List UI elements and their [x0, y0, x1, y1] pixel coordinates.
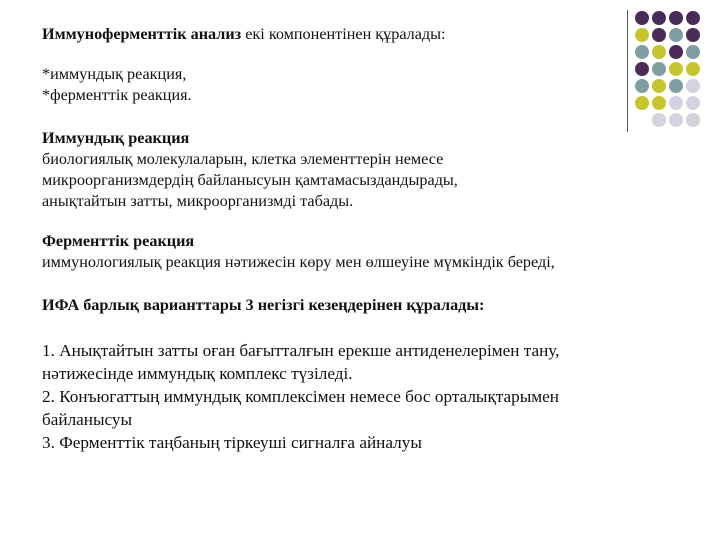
stage-line: 3. Ферменттік таңбаның тіркеуші сигналға айналуы	[42, 433, 422, 452]
stage-line: нәтижесінде иммундық комплекс түзіледі.	[42, 364, 353, 383]
dot-purple	[652, 11, 666, 25]
slide-body	[42, 24, 692, 454]
enzyme-heading: Ферменттік реакция	[42, 232, 195, 250]
intro-rest: екі компонентінен құралады:	[241, 25, 446, 43]
stage-line: байланысуы	[42, 410, 133, 429]
intro-bold: Иммуноферменттік анализ	[42, 25, 242, 43]
immune-line: анықтайтын затты, микроорганизмді табады.	[42, 192, 354, 210]
immune-heading: Иммундық реакция	[42, 129, 190, 147]
stage-line: 2. Конъюгаттың иммундық комплексімен немесе бос орталықтарымен	[42, 387, 559, 406]
enzyme-line: иммунологиялық реакция нәтижесін көру мен өлшеуіне мүмкіндік береді,	[42, 253, 555, 271]
immune-line: биологиялық молекулаларын, клетка элементтерін немесе	[42, 150, 444, 168]
immune-line: микроорганизмдердің байланысуын қамтамасыздандырады,	[42, 171, 458, 189]
dot-purple	[635, 11, 649, 25]
component-item: *иммундық реакция,	[42, 65, 187, 83]
dot-purple	[686, 11, 700, 25]
intro-line	[42, 24, 692, 45]
stages-heading: ИФА барлық варианттары 3 негізгі кезеңдерінен құралады:	[42, 296, 485, 314]
component-item: *ферменттік реакция.	[42, 86, 192, 104]
dot-purple	[669, 11, 683, 25]
stage-line: 1. Анықтайтын затты оған бағытталғын ерекше антиденелерімен тану,	[42, 341, 560, 360]
